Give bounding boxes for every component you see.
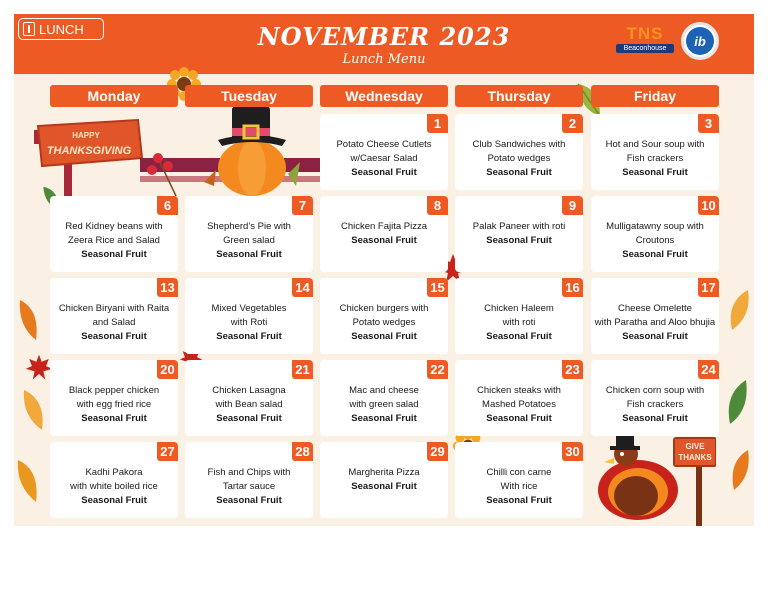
day-number: 28 <box>292 442 313 461</box>
meal-description <box>52 220 176 262</box>
day-cell <box>591 360 719 436</box>
day-header-monday: Monday <box>50 85 178 107</box>
meal-line: Cheese Omelette <box>618 303 692 314</box>
day-number: 13 <box>157 278 178 297</box>
sign-happy: HAPPY <box>72 131 100 140</box>
day-cell <box>591 196 719 272</box>
meal-line: with white boiled rice <box>70 481 158 492</box>
seasonal-fruit-label: Seasonal Fruit <box>216 331 282 342</box>
day-number: 20 <box>157 360 178 379</box>
meal-line: Tartar sauce <box>222 481 276 492</box>
meal-description <box>187 466 311 508</box>
meal-line: Palak Paneer with roti <box>472 221 566 232</box>
meal-line: Chicken Lasagna <box>212 385 286 396</box>
meal-description <box>187 384 311 426</box>
day-cell <box>455 114 583 190</box>
seasonal-fruit-label: Seasonal Fruit <box>486 167 552 178</box>
meal-line: Chicken Biryani with Raita <box>58 303 170 314</box>
meal-description <box>457 138 581 180</box>
meal-description <box>457 384 581 426</box>
seasonal-fruit-label: Seasonal Fruit <box>486 495 552 506</box>
day-number: 23 <box>562 360 583 379</box>
day-cell <box>591 114 719 190</box>
ib-logo <box>681 22 719 60</box>
day-header-tuesday: Tuesday <box>185 85 313 107</box>
meal-line: Chicken corn soup with <box>605 385 705 396</box>
seasonal-fruit-label: Seasonal Fruit <box>81 249 147 260</box>
seasonal-fruit-label: Seasonal Fruit <box>216 249 282 260</box>
day-number: 1 <box>427 114 448 133</box>
meal-description <box>322 384 446 426</box>
meal-line: Fish and Chips with <box>207 467 291 478</box>
meal-description <box>593 220 717 262</box>
meal-line: Mac and cheese <box>349 385 419 396</box>
meal-line: Zeera Rice and Salad <box>68 235 160 246</box>
meal-line: and Salad <box>92 317 136 328</box>
autumn-leaves-icon <box>718 280 754 520</box>
seasonal-fruit-label: Seasonal Fruit <box>486 331 552 342</box>
meal-line: Black pepper chicken <box>68 385 160 396</box>
meal-line: With rice <box>500 481 538 492</box>
seasonal-fruit-label: Seasonal Fruit <box>622 167 688 178</box>
meal-line: Chicken burgers with <box>339 303 429 314</box>
day-number: 15 <box>427 278 448 297</box>
day-cell <box>455 196 583 272</box>
meal-line: w/Caesar Salad <box>350 153 418 164</box>
day-number: 14 <box>292 278 313 297</box>
meal-line: Chicken Fajita Pizza <box>340 221 428 232</box>
day-number: 2 <box>562 114 583 133</box>
meal-line: Mulligatawny soup with <box>606 221 704 232</box>
day-cell <box>50 442 178 518</box>
day-cell <box>455 442 583 518</box>
page-title: NOVEMBER 2023 <box>257 22 511 51</box>
day-number: 24 <box>698 360 719 379</box>
seasonal-fruit-label: Seasonal Fruit <box>81 331 147 342</box>
day-cell <box>50 278 178 354</box>
day-number: 29 <box>427 442 448 461</box>
day-number: 17 <box>698 278 719 297</box>
day-number: 21 <box>292 360 313 379</box>
meal-line: Potato wedges <box>352 317 416 328</box>
day-header-wednesday: Wednesday <box>320 85 448 107</box>
day-cell <box>185 442 313 518</box>
meal-description <box>457 220 581 248</box>
meal-line: Shepherd’s Pie with <box>207 221 291 232</box>
day-cell <box>50 360 178 436</box>
meal-description <box>52 466 176 508</box>
meal-line: Red Kidney beans with <box>65 221 163 232</box>
meal-description <box>187 220 311 262</box>
sign-thanksgiving: THANKSGIVING <box>46 145 132 157</box>
berries-icon <box>146 150 190 200</box>
day-cell <box>185 360 313 436</box>
day-cell <box>320 114 448 190</box>
day-cell <box>50 196 178 272</box>
meal-description <box>322 138 446 180</box>
day-number: 22 <box>427 360 448 379</box>
seasonal-fruit-label: Seasonal Fruit <box>351 235 417 246</box>
meal-description <box>457 466 581 508</box>
seasonal-fruit-label: Seasonal Fruit <box>351 413 417 424</box>
day-cell <box>455 278 583 354</box>
tns-logo <box>616 24 674 58</box>
day-number: 27 <box>157 442 178 461</box>
day-cell <box>320 442 448 518</box>
meal-description <box>322 220 446 248</box>
seasonal-fruit-label: Seasonal Fruit <box>351 331 417 342</box>
day-cell <box>591 278 719 354</box>
meal-line: with roti <box>502 317 536 328</box>
day-number: 6 <box>157 196 178 215</box>
seasonal-fruit-label: Seasonal Fruit <box>486 413 552 424</box>
lunch-badge-label: LUNCH <box>39 21 84 37</box>
meal-description <box>593 384 717 426</box>
meal-description <box>322 302 446 344</box>
meal-line: Hot and Sour soup with <box>605 139 705 150</box>
meal-description <box>187 302 311 344</box>
day-cell <box>320 278 448 354</box>
seasonal-fruit-label: Seasonal Fruit <box>81 495 147 506</box>
seasonal-fruit-label: Seasonal Fruit <box>622 249 688 260</box>
meal-line: with Roti <box>230 317 268 328</box>
meal-description <box>52 302 176 344</box>
meal-line: Margherita Pizza <box>348 467 420 478</box>
day-cell <box>320 196 448 272</box>
meal-line: Kadhi Pakora <box>85 467 143 478</box>
give-thanks-line2: THANKS <box>678 453 712 462</box>
meal-line: Green salad <box>223 235 275 246</box>
meal-line: Mixed Vegetables <box>211 303 287 314</box>
autumn-leaves-icon <box>16 280 50 510</box>
day-number: 30 <box>562 442 583 461</box>
header-bar <box>14 14 754 74</box>
day-cell <box>455 360 583 436</box>
day-number: 3 <box>698 114 719 133</box>
meal-line: with egg fried rice <box>76 399 152 410</box>
seasonal-fruit-label: Seasonal Fruit <box>486 235 552 246</box>
meal-line: Chilli con carne <box>486 467 552 478</box>
meal-line: with green salad <box>349 399 419 410</box>
meal-line: Fish crackers <box>626 153 684 164</box>
seasonal-fruit-label: Seasonal Fruit <box>622 331 688 342</box>
day-number: 7 <box>292 196 313 215</box>
seasonal-fruit-label: Seasonal Fruit <box>622 413 688 424</box>
meal-line: Chicken steaks with <box>477 385 561 396</box>
meal-line: Chicken Haleem <box>484 303 554 314</box>
seasonal-fruit-label: Seasonal Fruit <box>216 413 282 424</box>
meal-description <box>322 466 446 494</box>
seasonal-fruit-label: Seasonal Fruit <box>81 413 147 424</box>
ib-logo-text: ib <box>686 27 714 55</box>
tns-logo-text: TNS <box>626 24 664 43</box>
meal-line: Club Sandwiches with <box>472 139 566 150</box>
meal-line: with Bean salad <box>215 399 283 410</box>
meal-description <box>457 302 581 344</box>
day-cell <box>320 360 448 436</box>
give-thanks-line1: GIVE <box>685 442 705 451</box>
page-subtitle: Lunch Menu <box>342 52 426 67</box>
day-number: 8 <box>427 196 448 215</box>
day-number: 16 <box>562 278 583 297</box>
meal-line: with Paratha and Aloo bhujia <box>594 317 716 328</box>
day-number: 9 <box>562 196 583 215</box>
meal-description <box>52 384 176 426</box>
meal-line: Potato Cheese Cutlets <box>336 139 432 150</box>
seasonal-fruit-label: Seasonal Fruit <box>216 495 282 506</box>
seasonal-fruit-label: Seasonal Fruit <box>351 167 417 178</box>
meal-line: Potato wedges <box>487 153 551 164</box>
pilgrim-pumpkin-icon <box>196 100 304 200</box>
meal-line: Mashed Potatoes <box>482 399 556 410</box>
meal-description <box>593 138 717 180</box>
meal-description <box>593 302 717 344</box>
day-header-friday: Friday <box>591 85 719 107</box>
seasonal-fruit-label: Seasonal Fruit <box>351 481 417 492</box>
day-cell <box>185 278 313 354</box>
day-header-thursday: Thursday <box>455 85 583 107</box>
day-number: 10 <box>698 196 719 215</box>
tns-logo-subtext: Beaconhouse <box>616 44 674 53</box>
meal-line: Fish crackers <box>626 399 684 410</box>
day-cell <box>185 196 313 272</box>
meal-line: Croutons <box>635 235 675 246</box>
